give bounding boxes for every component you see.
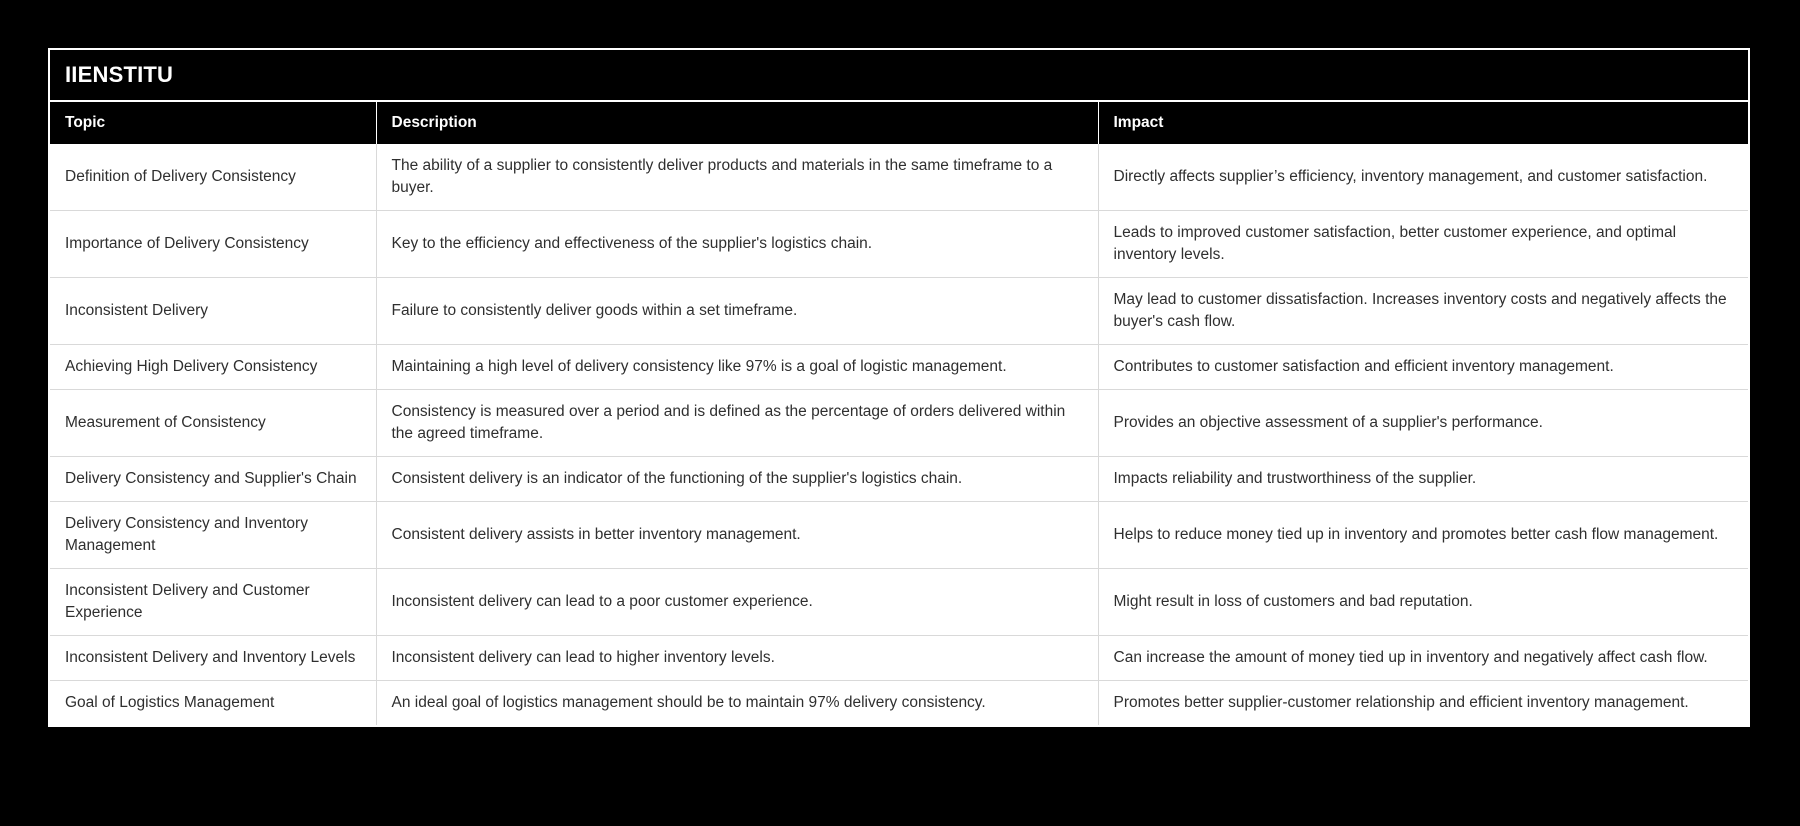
cell-topic: Importance of Delivery Consistency	[50, 211, 376, 278]
cell-topic: Delivery Consistency and Supplier's Chain	[50, 457, 376, 502]
cell-topic: Delivery Consistency and Inventory Management	[50, 502, 376, 569]
cell-topic: Definition of Delivery Consistency	[50, 144, 376, 211]
table-row	[50, 681, 1748, 726]
cell-impact: Impacts reliability and trustworthiness of the supplier.	[1098, 457, 1748, 502]
cell-description: Inconsistent delivery can lead to higher inventory levels.	[376, 636, 1098, 681]
cell-description: Consistent delivery assists in better inventory management.	[376, 502, 1098, 569]
table-row	[50, 457, 1748, 502]
table-row	[50, 569, 1748, 636]
cell-topic: Measurement of Consistency	[50, 390, 376, 457]
cell-description: Consistent delivery is an indicator of the functioning of the supplier's logistics chain.	[376, 457, 1098, 502]
cell-description: Key to the efficiency and effectiveness of the supplier's logistics chain.	[376, 211, 1098, 278]
column-header-impact: Impact	[1098, 102, 1748, 144]
delivery-consistency-table	[50, 102, 1748, 725]
cell-description: Consistency is measured over a period and is defined as the percentage of orders delivered within the agreed timeframe.	[376, 390, 1098, 457]
cell-description: Maintaining a high level of delivery consistency like 97% is a goal of logistic management.	[376, 345, 1098, 390]
brand-header	[50, 50, 1748, 102]
cell-topic: Achieving High Delivery Consistency	[50, 345, 376, 390]
cell-description: An ideal goal of logistics management should be to maintain 97% delivery consistency.	[376, 681, 1098, 726]
cell-description: Failure to consistently deliver goods within a set timeframe.	[376, 278, 1098, 345]
table-row	[50, 390, 1748, 457]
cell-impact: Can increase the amount of money tied up in inventory and negatively affect cash flow.	[1098, 636, 1748, 681]
table-row	[50, 144, 1748, 211]
table-row	[50, 345, 1748, 390]
column-header-topic: Topic	[50, 102, 376, 144]
brand-title: IIENSTITU	[65, 62, 174, 87]
cell-topic: Inconsistent Delivery and Customer Experience	[50, 569, 376, 636]
table-row	[50, 502, 1748, 569]
cell-impact: Contributes to customer satisfaction and efficient inventory management.	[1098, 345, 1748, 390]
column-header-description: Description	[376, 102, 1098, 144]
cell-impact: Provides an objective assessment of a supplier's performance.	[1098, 390, 1748, 457]
cell-description: Inconsistent delivery can lead to a poor customer experience.	[376, 569, 1098, 636]
content-card	[48, 48, 1750, 727]
cell-impact: Helps to reduce money tied up in inventory and promotes better cash flow management.	[1098, 502, 1748, 569]
table-row	[50, 278, 1748, 345]
table-row	[50, 636, 1748, 681]
cell-topic: Goal of Logistics Management	[50, 681, 376, 726]
cell-impact: May lead to customer dissatisfaction. Increases inventory costs and negatively affects the buyer's cash flow.	[1098, 278, 1748, 345]
cell-impact: Promotes better supplier-customer relationship and efficient inventory management.	[1098, 681, 1748, 726]
cell-topic: Inconsistent Delivery	[50, 278, 376, 345]
cell-impact: Might result in loss of customers and bad reputation.	[1098, 569, 1748, 636]
cell-description: The ability of a supplier to consistently deliver products and materials in the same timeframe to a buyer.	[376, 144, 1098, 211]
table-header-row	[50, 102, 1748, 144]
cell-topic: Inconsistent Delivery and Inventory Levels	[50, 636, 376, 681]
table-row	[50, 211, 1748, 278]
cell-impact: Directly affects supplier’s efficiency, inventory management, and customer satisfaction.	[1098, 144, 1748, 211]
cell-impact: Leads to improved customer satisfaction, better customer experience, and optimal inventory levels.	[1098, 211, 1748, 278]
